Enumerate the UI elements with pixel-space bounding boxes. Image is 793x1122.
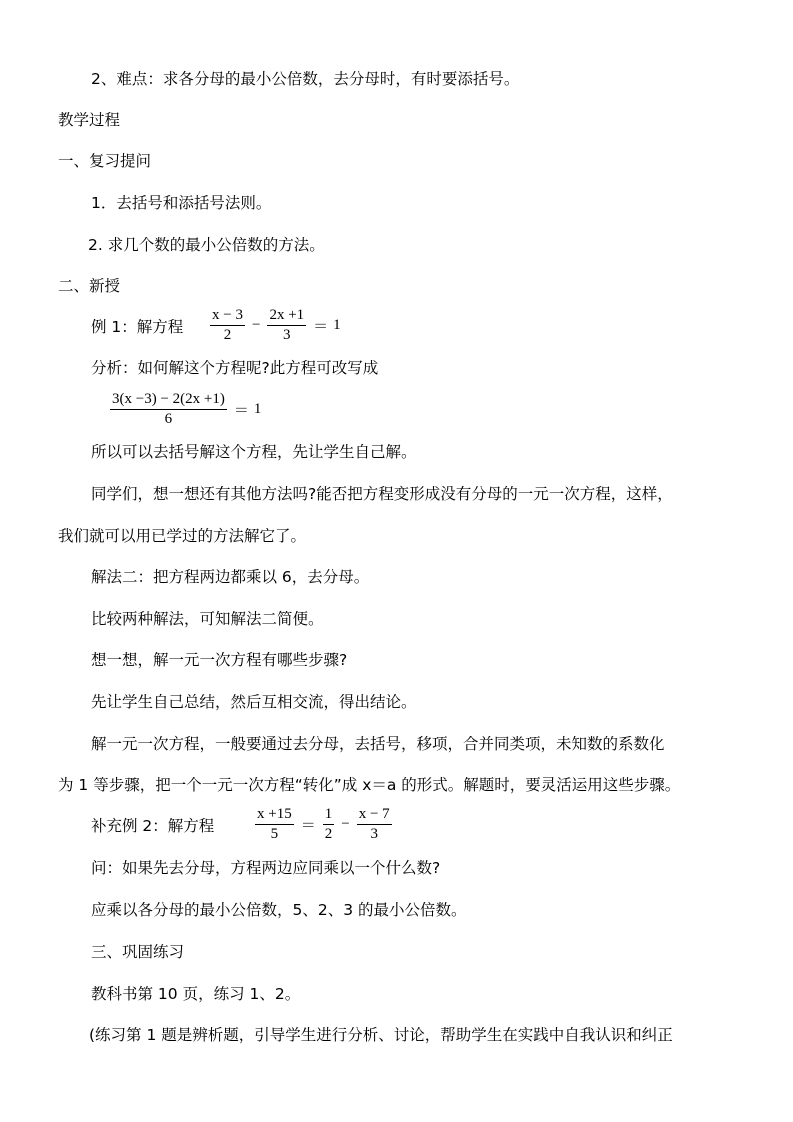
fraction-numerator: 3(x −3) − 2(2x +1) (110, 391, 227, 410)
fraction-denominator: 2 (223, 327, 232, 343)
fraction-numerator: x − 7 (357, 806, 392, 825)
equation-3-fraction-3 (357, 806, 392, 843)
paragraph-line: 解法二：把方程两边都乘以 6，去分母。 (91, 568, 370, 586)
fraction-numerator: x +15 (255, 806, 294, 825)
equals-operator: ＝ (300, 818, 316, 834)
fraction-numerator: 2x +1 (267, 307, 306, 326)
paragraph-line: 我们就可以用已学过的方法解它了。 (58, 527, 307, 545)
equation-3-fraction-2 (323, 806, 335, 843)
equation-3 (253, 806, 394, 843)
equation-rhs: 1 (333, 317, 341, 333)
fraction-numerator: x − 3 (210, 307, 245, 326)
fraction-denominator: 6 (164, 411, 173, 427)
paragraph-line: 想一想，解一元一次方程有哪些步骤? (91, 651, 348, 669)
paragraph-line: (练习第 1 题是辨析题，引导学生进行分析、讨论，帮助学生在实践中自我认识和纠正 (89, 1026, 673, 1044)
paragraph-line: 教科书第 10 页，练习 1、2。 (91, 985, 301, 1003)
paragraph-line: 比较两种解法，可知解法二简便。 (91, 610, 324, 628)
paragraph-line: 先让学生自己总结，然后互相交流，得出结论。 (91, 693, 417, 711)
section-heading-review: 一、复习提问 (58, 152, 152, 170)
section-heading-practice: 三、巩固练习 (91, 943, 185, 961)
analysis-line: 分析：如何解这个方程呢?此方程可改写成 (91, 359, 379, 377)
equation-3-fraction-1 (255, 806, 294, 843)
section-heading-new-lesson: 二、新授 (58, 277, 121, 295)
fraction-numerator: 1 (323, 806, 335, 825)
equation-2 (108, 391, 261, 428)
paragraph-line: 解一元一次方程，一般要通过去分母，去括号，移项，合并同类项，未知数的系数化 (91, 735, 665, 753)
equation-1-fraction-2 (267, 307, 306, 344)
minus-operator: − (341, 816, 350, 832)
equation-2-fraction (110, 391, 227, 428)
paragraph-line: 问：如果先去分母，方程两边应同乘以一个什么数? (91, 859, 441, 877)
fraction-denominator: 5 (270, 826, 279, 842)
paragraph-line: 同学们，想一想还有其他方法吗?能否把方程变形成没有分母的一元一次方程，这样， (91, 485, 673, 503)
fraction-denominator: 2 (324, 826, 333, 842)
example-1-label: 例 1：解方程 (91, 318, 184, 336)
difficulty-point: 2、难点：求各分母的最小公倍数，去分母时，有时要添括号。 (91, 70, 520, 88)
fraction-denominator: 3 (370, 826, 378, 842)
equals-operator: ＝ (313, 319, 329, 335)
paragraph-line: 所以可以去括号解这个方程，先让学生自己解。 (91, 443, 417, 461)
equation-1-fraction-1 (210, 307, 245, 344)
minus-operator: − (251, 317, 261, 333)
equation-1 (208, 307, 341, 344)
equation-rhs: 1 (253, 401, 262, 417)
section-heading-teaching-process: 教学过程 (58, 111, 121, 129)
review-item-1: 1．去括号和添括号法则。 (91, 194, 272, 212)
equals-operator: ＝ (233, 403, 249, 419)
fraction-denominator: 3 (283, 327, 291, 343)
paragraph-line: 应乘以各分母的最小公倍数，5、2、3 的最小公倍数。 (91, 901, 467, 919)
example-2-label: 补充例 2：解方程 (91, 817, 215, 835)
review-item-2: 2. 求几个数的最小公倍数的方法。 (88, 236, 325, 254)
paragraph-line: 为 1 等步骤，把一个一元一次方程“转化”成 x＝a 的形式。解题时，要灵活运用这些步骤。 (58, 776, 681, 794)
